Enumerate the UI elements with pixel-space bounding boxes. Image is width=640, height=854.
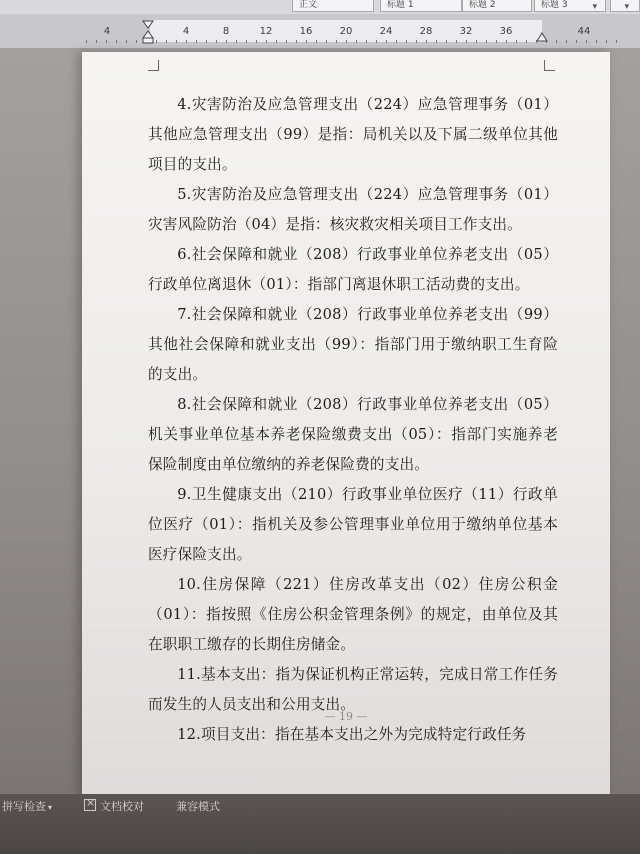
proof-icon xyxy=(84,799,96,811)
ruler-tick xyxy=(116,40,117,43)
ruler-tick xyxy=(606,40,607,43)
horizontal-ruler[interactable] xyxy=(0,14,640,49)
ruler-tick xyxy=(106,40,107,43)
spell-check-button[interactable] xyxy=(2,798,52,814)
doc-proof-button[interactable] xyxy=(84,798,144,814)
ruler-tick xyxy=(326,40,327,43)
ruler-tick xyxy=(246,40,247,43)
style-heading-1[interactable] xyxy=(380,0,462,12)
ruler-tick xyxy=(506,40,507,43)
ruler-tick xyxy=(206,40,207,43)
ruler-tick xyxy=(216,40,217,43)
ruler-tick xyxy=(456,40,457,43)
ruler-tick xyxy=(446,40,447,43)
ruler-tick xyxy=(496,40,497,43)
dropdown-arrow-icon: ▾ xyxy=(592,2,597,12)
style-normal[interactable] xyxy=(292,0,374,12)
ruler-tick xyxy=(556,40,557,43)
ruler-tick xyxy=(226,40,227,43)
ruler-tick xyxy=(316,40,317,43)
ruler-label: 20 xyxy=(339,26,353,37)
corner-mark xyxy=(544,60,555,71)
paragraph: 7.社会保障和就业（208）行政事业单位养老支出（99）其他社会保障和就业支出（99）：指部门用于缴纳职工生育险的支出。 xyxy=(148,306,558,383)
ruler-tick xyxy=(516,40,517,43)
ruler-tick xyxy=(126,40,127,43)
style-heading-1-label: 标题 1 xyxy=(387,0,414,10)
style-heading-2-label: 标题 2 xyxy=(469,0,496,10)
more-icon: ▾ xyxy=(624,2,629,12)
ruler-label: 4 xyxy=(103,26,111,37)
ruler-tick xyxy=(566,40,567,43)
ruler-label: 24 xyxy=(379,26,393,37)
ruler-tick xyxy=(426,40,427,43)
paragraph: 5.灾害防治及应急管理支出（224）应急管理事务（01）灾害风险防治（04）是指：核灾救灾相关项目工作支出。 xyxy=(148,186,558,233)
ruler-tick xyxy=(336,40,337,43)
ruler-tick xyxy=(386,40,387,43)
document-body[interactable] xyxy=(148,90,558,750)
paragraph: 11.基本支出：指为保证机构正常运转，完成日常工作任务而发生的人员支出和公用支出。 xyxy=(148,666,558,713)
paragraph: 4.灾害防治及应急管理支出（224）应急管理事务（01）其他应急管理支出（99）是指：局机关以及下属二级单位其他项目的支出。 xyxy=(148,96,558,173)
document-page[interactable] xyxy=(82,52,610,795)
ruler-tick xyxy=(156,40,157,43)
style-gallery-more-button[interactable] xyxy=(610,0,640,12)
ruler-label: 36 xyxy=(499,26,513,37)
ruler-label: 16 xyxy=(299,26,313,37)
status-bar xyxy=(0,794,640,854)
paragraph: 12.项目支出：指在基本支出之外为完成特定行政任务 xyxy=(177,726,527,743)
ruler-label: 8 xyxy=(222,26,230,37)
style-heading-3[interactable] xyxy=(534,0,606,12)
paragraph: 9.卫生健康支出（210）行政事业单位医疗（11）行政单位医疗（01）：指机关及参公管理事业单位用于缴纳单位基本医疗保险支出。 xyxy=(148,486,558,563)
spell-check-label: 拼写检查 xyxy=(2,800,46,813)
ruler-tick xyxy=(286,40,287,43)
ruler-tick xyxy=(596,40,597,43)
first-line-indent-marker[interactable] xyxy=(142,20,154,44)
ruler-tick xyxy=(256,40,257,43)
style-heading-2[interactable] xyxy=(462,0,532,12)
ruler-tick xyxy=(166,40,167,43)
paragraph: 6.社会保障和就业（208）行政事业单位养老支出（05）行政单位离退休（01）：指部门离退休职工活动费的支出。 xyxy=(148,246,558,293)
ruler-label: 28 xyxy=(419,26,433,37)
corner-mark xyxy=(148,60,159,71)
compat-mode-indicator xyxy=(176,798,220,814)
ruler-tick xyxy=(376,40,377,43)
ruler-tick xyxy=(476,40,477,43)
ruler-tick xyxy=(86,40,87,43)
ruler-tick xyxy=(586,40,587,43)
ruler-tick xyxy=(236,40,237,43)
right-indent-marker[interactable] xyxy=(536,32,548,42)
ruler-tick xyxy=(266,40,267,43)
ruler-tick xyxy=(576,40,577,43)
ruler-tick xyxy=(436,40,437,43)
doc-proof-label: 文档校对 xyxy=(100,800,144,813)
ruler-tick xyxy=(346,40,347,43)
style-heading-3-label: 标题 3 xyxy=(541,0,568,10)
ruler-label: 12 xyxy=(259,26,273,37)
ruler-tick xyxy=(96,40,97,43)
ruler-label: 44 xyxy=(577,26,591,37)
ruler-tick xyxy=(526,40,527,43)
paragraph: 8.社会保障和就业（208）行政事业单位养老支出（05）机关事业单位基本养老保险缴费支出（05）：指部门实施养老保险制度由单位缴纳的养老保险费的支出。 xyxy=(148,396,558,473)
chevron-down-icon: ▾ xyxy=(48,803,53,812)
ruler-tick xyxy=(276,40,277,43)
ruler-tick xyxy=(356,40,357,43)
ruler-tick xyxy=(296,40,297,43)
ruler-label: 32 xyxy=(459,26,473,37)
ruler-tick xyxy=(136,40,137,43)
style-normal-label: 正文 xyxy=(299,0,318,10)
ruler-tick xyxy=(176,40,177,43)
ruler-tick xyxy=(306,40,307,43)
page-number: — 19 — xyxy=(324,710,368,723)
ruler-tick xyxy=(196,40,197,43)
ruler-tick xyxy=(186,40,187,43)
ruler-tick xyxy=(396,40,397,43)
ruler-label: 4 xyxy=(182,26,190,37)
ruler-tick xyxy=(616,40,617,43)
paragraph: 10.住房保障（221）住房改革支出（02）住房公积金（01）：指按照《住房公积金管理条例》的规定，由单位及其在职职工缴存的长期住房储金。 xyxy=(148,576,558,653)
ruler-tick xyxy=(486,40,487,43)
style-gallery xyxy=(0,0,640,15)
ruler-tick xyxy=(466,40,467,43)
ruler-tick xyxy=(406,40,407,43)
ruler-tick xyxy=(416,40,417,43)
ruler-tick xyxy=(366,40,367,43)
compat-mode-label: 兼容模式 xyxy=(176,800,220,813)
